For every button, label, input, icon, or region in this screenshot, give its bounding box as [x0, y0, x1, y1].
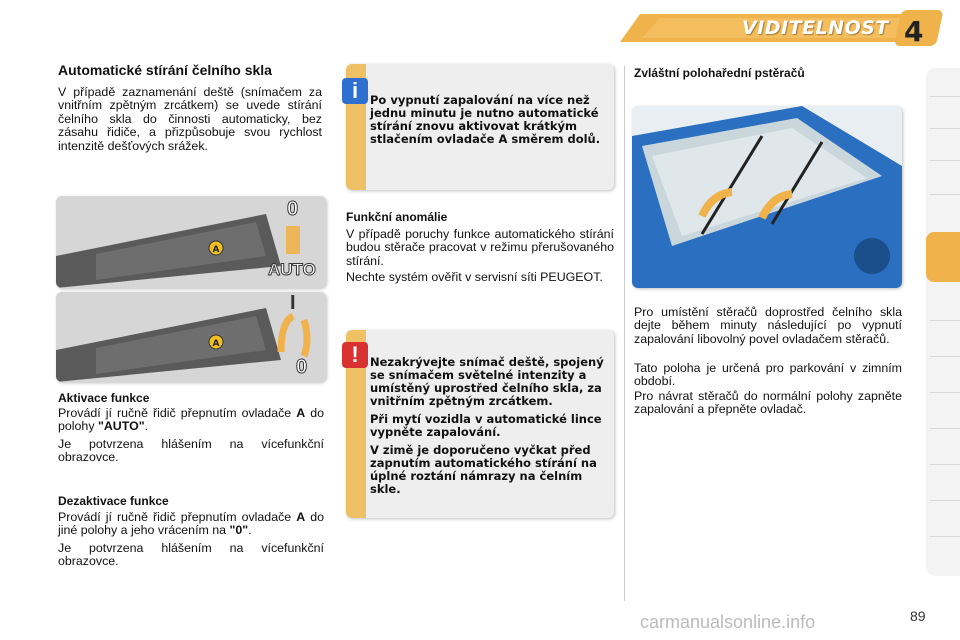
intro-paragraph: V případě zaznamenání deště (snímačem za vnitřním zpětným zrcátkem) se uvede stírání čelního skla do činnosti automaticky, bez zásahu řidiče, a přizpůsobuje svou rychlost intenzitě dešťových srážek. — [58, 85, 322, 153]
wiper-return-paragraph: Pro návrat stěračů do normální polohy zapněte zapalování a přepněte ovladač. — [634, 389, 902, 417]
tab-divider — [930, 428, 960, 429]
wiper-parking-paragraph: Tato poloha je určená pro parkování v zimním období. — [634, 361, 902, 389]
deactivation-paragraph: Provádí jí ručně řidič přepnutím ovladače A do jiné polohy a jeho vrácením na "0". — [58, 510, 324, 538]
stalk-auto-illustration — [56, 196, 326, 288]
tab-divider — [930, 128, 960, 129]
warning-text: Nezakrývejte snímač deště, spojený se snímačem světelné intenzity a umístěný uprostřed čelního skla, za vnitřním zpětným zrcátkem. Při mytí vozidla v automatické lince vypněte zapalování. V zimě je doporučeno vyčkat před zapnutím automatického stírání na úplné roztání námrazy na čelním skle. — [370, 355, 604, 496]
tab-divider — [930, 160, 960, 161]
windscreen-wipers-illustration — [632, 106, 902, 288]
wiper-position-paragraph: Pro umístění stěračů doprostřed čelního skla dejte během minuty následující po vypnutí zapalování libovolný povel ovladačem stěračů. — [634, 305, 902, 346]
column-divider — [624, 66, 625, 601]
chapter-number: 4 — [904, 15, 924, 48]
tab-active-chapter[interactable] — [926, 232, 960, 282]
position-i-label: I — [290, 292, 296, 314]
stalk-manual-illustration — [56, 292, 326, 382]
svg-text:A: A — [212, 245, 220, 255]
tab-divider — [930, 96, 960, 97]
deactivation-title: Dezaktivace funkce — [58, 494, 169, 508]
tab-divider — [930, 464, 960, 465]
activation-title: Aktivace funkce — [58, 391, 150, 405]
position-auto-label: AUTO — [268, 260, 316, 279]
tab-divider — [930, 356, 960, 357]
malfunction-title: Funkční anomálie — [346, 210, 448, 224]
activation-paragraph: Provádí jí ručně řidič přepnutím ovladače A do polohy "AUTO". — [58, 406, 324, 434]
info-text: Po vypnutí zapalování na více než jednu minutu je nutno automatické stírání znovu aktivovat krátkým stlačením ovladače A směrem dolů. — [370, 93, 601, 146]
tab-divider — [930, 536, 960, 537]
svg-text:A: A — [212, 339, 220, 349]
tab-divider — [930, 320, 960, 321]
warning-box — [346, 330, 614, 518]
info-icon: i — [342, 78, 368, 104]
tab-divider — [930, 194, 960, 195]
position-0-label: 0 — [287, 198, 299, 220]
watermark: carmanualsonline.info — [640, 612, 816, 632]
malfunction-service: Nechte systém ověřit v servisní síti PEUGEOT. — [346, 270, 603, 284]
malfunction-paragraph: V případě poruchy funkce automatického stírání budou stěrače pracovat v režimu přerušovaného stírání. — [346, 227, 614, 268]
wiper-position-title: Zvláštní polohařední pstěračů — [634, 66, 805, 80]
section-title: Automatické stírání čelního skla — [58, 62, 272, 78]
position-0-label: 0 — [296, 356, 308, 378]
activation-confirm: Je potvrzena hlášením na vícefunkční obrazovce. — [58, 437, 324, 465]
tab-divider — [930, 500, 960, 501]
info-box — [346, 64, 614, 190]
deactivation-confirm: Je potvrzena hlášením na vícefunkční obrazovce. — [58, 541, 324, 569]
chapter-title: VIDITELNOST — [742, 17, 889, 39]
page-number: 89 — [910, 608, 926, 624]
tab-divider — [930, 392, 960, 393]
warning-icon: ! — [342, 342, 368, 368]
